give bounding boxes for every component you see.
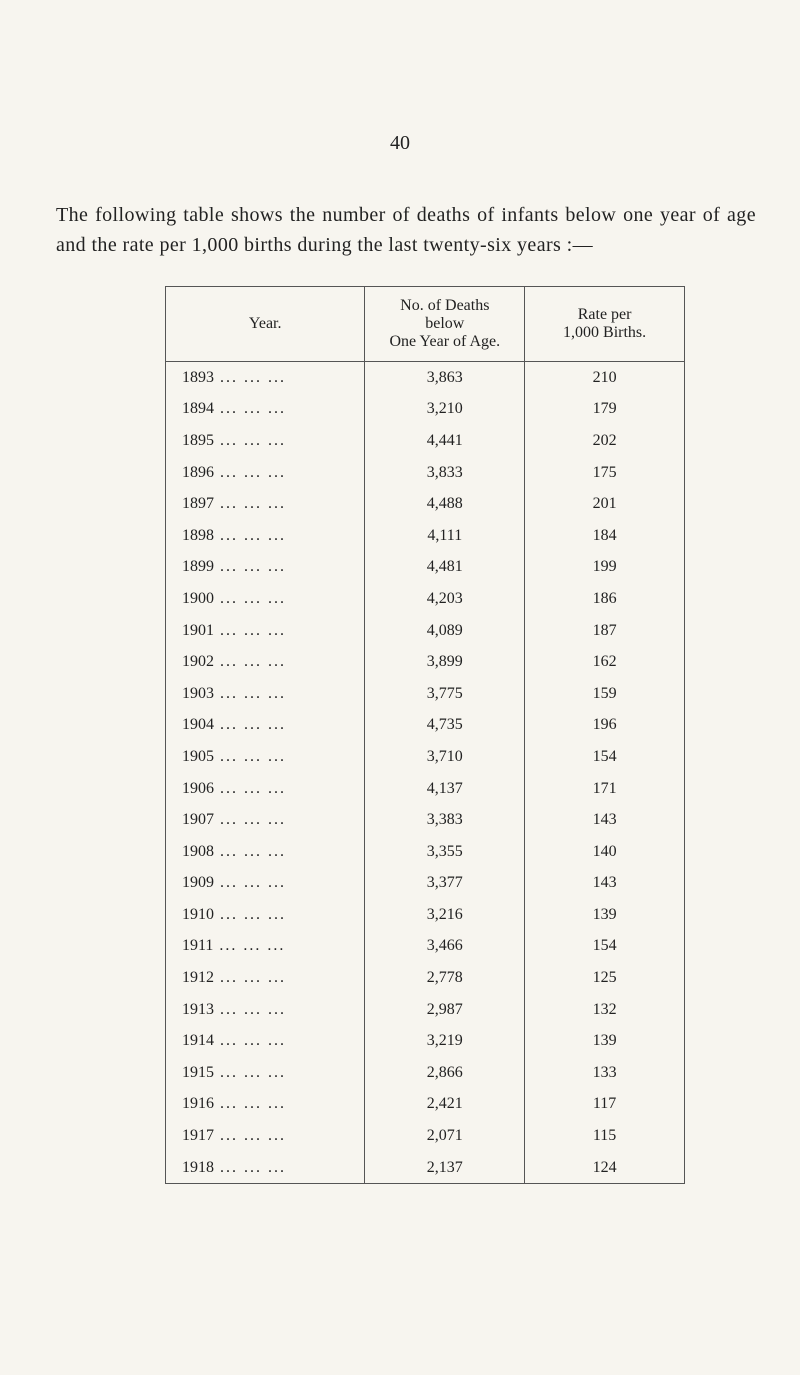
year-value: 1902 (182, 653, 214, 671)
year-cell (166, 678, 365, 710)
year-cell (166, 552, 365, 584)
leader-dots: ... ... ... (220, 1000, 286, 1018)
intro-paragraph: The following table shows the number of deaths of infants below one year of age and the rate per 1,000 births during the last twenty-six years :— (56, 204, 756, 256)
deaths-cell: 3,863 (365, 362, 525, 394)
deaths-cell: 4,089 (365, 615, 525, 647)
table-row (166, 773, 685, 805)
year-value: 1910 (182, 905, 214, 923)
table-row (166, 899, 685, 931)
leader-dots: ... ... ... (220, 716, 286, 734)
table-row (166, 1025, 685, 1057)
table-row (166, 1152, 685, 1184)
year-cell (166, 1152, 365, 1184)
year-cell (166, 931, 365, 963)
rate-cell: 196 (525, 710, 685, 742)
year-cell (166, 741, 365, 773)
rate-cell: 154 (525, 741, 685, 773)
leader-dots: ... ... ... (220, 811, 286, 829)
table-row (166, 741, 685, 773)
rate-cell: 171 (525, 773, 685, 805)
year-value: 1914 (182, 1032, 214, 1050)
deaths-cell: 3,216 (365, 899, 525, 931)
rate-cell: 140 (525, 836, 685, 868)
leader-dots: ... ... ... (220, 1158, 286, 1176)
year-cell (166, 710, 365, 742)
leader-dots: ... ... ... (220, 526, 286, 544)
deaths-cell: 3,466 (365, 931, 525, 963)
page-number: 40 (390, 132, 410, 154)
deaths-cell: 4,481 (365, 552, 525, 584)
year-value: 1907 (182, 811, 214, 829)
leader-dots: ... ... ... (220, 747, 286, 765)
deaths-cell: 3,377 (365, 868, 525, 900)
deaths-cell: 2,866 (365, 1057, 525, 1089)
rate-cell: 184 (525, 520, 685, 552)
rate-cell: 187 (525, 615, 685, 647)
rate-header-line-2: 1,000 Births. (563, 324, 647, 341)
year-value: 1916 (182, 1095, 214, 1113)
year-value: 1911 (182, 937, 214, 955)
year-cell (166, 615, 365, 647)
year-cell (166, 583, 365, 615)
deaths-cell: 3,899 (365, 646, 525, 678)
table-body (166, 362, 685, 1184)
leader-dots: ... ... ... (219, 937, 286, 955)
rate-header-line-1: Rate per (577, 306, 632, 323)
deaths-cell: 3,383 (365, 804, 525, 836)
leader-dots: ... ... ... (220, 1063, 286, 1081)
year-value: 1897 (182, 495, 214, 513)
year-cell (166, 394, 365, 426)
rate-cell: 154 (525, 931, 685, 963)
year-value: 1894 (182, 400, 214, 418)
deaths-cell: 3,775 (365, 678, 525, 710)
year-cell (166, 1057, 365, 1089)
rate-cell: 139 (525, 1025, 685, 1057)
year-cell (166, 425, 365, 457)
year-cell (166, 457, 365, 489)
year-value: 1906 (182, 779, 214, 797)
table-row (166, 678, 685, 710)
year-value: 1895 (182, 431, 214, 449)
year-cell (166, 488, 365, 520)
year-value: 1898 (182, 526, 214, 544)
year-header (166, 287, 365, 362)
rate-cell: 159 (525, 678, 685, 710)
leader-dots: ... ... ... (220, 368, 286, 386)
year-cell (166, 836, 365, 868)
rate-cell: 143 (525, 804, 685, 836)
table-header (166, 287, 685, 362)
table-row (166, 362, 685, 394)
rate-cell: 117 (525, 1089, 685, 1121)
table-row (166, 962, 685, 994)
rate-cell: 210 (525, 362, 685, 394)
year-value: 1904 (182, 716, 214, 734)
table-row (166, 1120, 685, 1152)
infant-deaths-table-container (165, 286, 685, 1184)
year-value: 1893 (182, 368, 214, 386)
leader-dots: ... ... ... (220, 1032, 286, 1050)
leader-dots: ... ... ... (220, 653, 286, 671)
deaths-cell: 4,111 (365, 520, 525, 552)
deaths-cell: 2,137 (365, 1152, 525, 1184)
deaths-header (365, 287, 525, 362)
rate-cell: 125 (525, 962, 685, 994)
table-row (166, 552, 685, 584)
deaths-cell: 2,421 (365, 1089, 525, 1121)
table-row (166, 457, 685, 489)
leader-dots: ... ... ... (220, 842, 286, 860)
deaths-cell: 2,778 (365, 962, 525, 994)
year-cell (166, 773, 365, 805)
year-value: 1903 (182, 684, 214, 702)
table-row (166, 931, 685, 963)
rate-cell: 175 (525, 457, 685, 489)
leader-dots: ... ... ... (220, 1127, 286, 1145)
year-cell (166, 1120, 365, 1152)
deaths-cell: 3,355 (365, 836, 525, 868)
deaths-header-line-2: below (425, 315, 465, 332)
deaths-cell: 4,488 (365, 488, 525, 520)
table-row (166, 583, 685, 615)
table-row (166, 425, 685, 457)
leader-dots: ... ... ... (220, 1095, 286, 1113)
leader-dots: ... ... ... (220, 684, 286, 702)
table-row (166, 646, 685, 678)
deaths-cell: 2,987 (365, 994, 525, 1026)
rate-cell: 186 (525, 583, 685, 615)
deaths-cell: 4,203 (365, 583, 525, 615)
deaths-cell: 3,833 (365, 457, 525, 489)
table-row (166, 868, 685, 900)
year-cell (166, 994, 365, 1026)
year-cell (166, 899, 365, 931)
year-value: 1917 (182, 1127, 214, 1145)
table-row (166, 615, 685, 647)
rate-cell: 124 (525, 1152, 685, 1184)
leader-dots: ... ... ... (220, 431, 286, 449)
leader-dots: ... ... ... (220, 589, 286, 607)
rate-cell: 179 (525, 394, 685, 426)
table-row (166, 488, 685, 520)
deaths-cell: 2,071 (365, 1120, 525, 1152)
table-row (166, 804, 685, 836)
table-row (166, 520, 685, 552)
year-value: 1913 (182, 1000, 214, 1018)
year-value: 1918 (182, 1158, 214, 1176)
leader-dots: ... ... ... (220, 874, 286, 892)
year-cell (166, 804, 365, 836)
year-value: 1899 (182, 558, 214, 576)
table-row (166, 710, 685, 742)
table-row (166, 1057, 685, 1089)
header-row (166, 287, 685, 362)
deaths-cell: 4,735 (365, 710, 525, 742)
year-value: 1909 (182, 874, 214, 892)
year-cell (166, 646, 365, 678)
rate-cell: 202 (525, 425, 685, 457)
table-row (166, 836, 685, 868)
rate-cell: 115 (525, 1120, 685, 1152)
year-header-label: Year. (248, 315, 282, 332)
deaths-cell: 4,137 (365, 773, 525, 805)
leader-dots: ... ... ... (220, 558, 286, 576)
rate-cell: 133 (525, 1057, 685, 1089)
year-value: 1912 (182, 969, 214, 987)
year-cell (166, 962, 365, 994)
year-cell (166, 1089, 365, 1121)
infant-deaths-table (165, 286, 685, 1184)
year-value: 1901 (182, 621, 214, 639)
rate-cell: 199 (525, 552, 685, 584)
leader-dots: ... ... ... (220, 463, 286, 481)
leader-dots: ... ... ... (220, 969, 286, 987)
leader-dots: ... ... ... (220, 400, 286, 418)
deaths-cell: 3,219 (365, 1025, 525, 1057)
leader-dots: ... ... ... (220, 905, 286, 923)
year-value: 1900 (182, 589, 214, 607)
table-row (166, 1089, 685, 1121)
leader-dots: ... ... ... (220, 495, 286, 513)
table-row (166, 394, 685, 426)
rate-cell: 139 (525, 899, 685, 931)
year-cell (166, 520, 365, 552)
year-value: 1905 (182, 747, 214, 765)
year-value: 1915 (182, 1063, 214, 1081)
rate-cell: 132 (525, 994, 685, 1026)
table-row (166, 994, 685, 1026)
year-value: 1896 (182, 463, 214, 481)
rate-cell: 201 (525, 488, 685, 520)
leader-dots: ... ... ... (220, 621, 286, 639)
rate-header (525, 287, 685, 362)
deaths-cell: 3,210 (365, 394, 525, 426)
deaths-cell: 3,710 (365, 741, 525, 773)
deaths-cell: 4,441 (365, 425, 525, 457)
year-value: 1908 (182, 842, 214, 860)
year-cell (166, 1025, 365, 1057)
rate-cell: 143 (525, 868, 685, 900)
deaths-header-line-1: No. of Deaths (400, 297, 490, 314)
deaths-header-line-3: One Year of Age. (389, 333, 501, 350)
rate-cell: 162 (525, 646, 685, 678)
year-cell (166, 868, 365, 900)
leader-dots: ... ... ... (220, 779, 286, 797)
year-cell (166, 362, 365, 394)
